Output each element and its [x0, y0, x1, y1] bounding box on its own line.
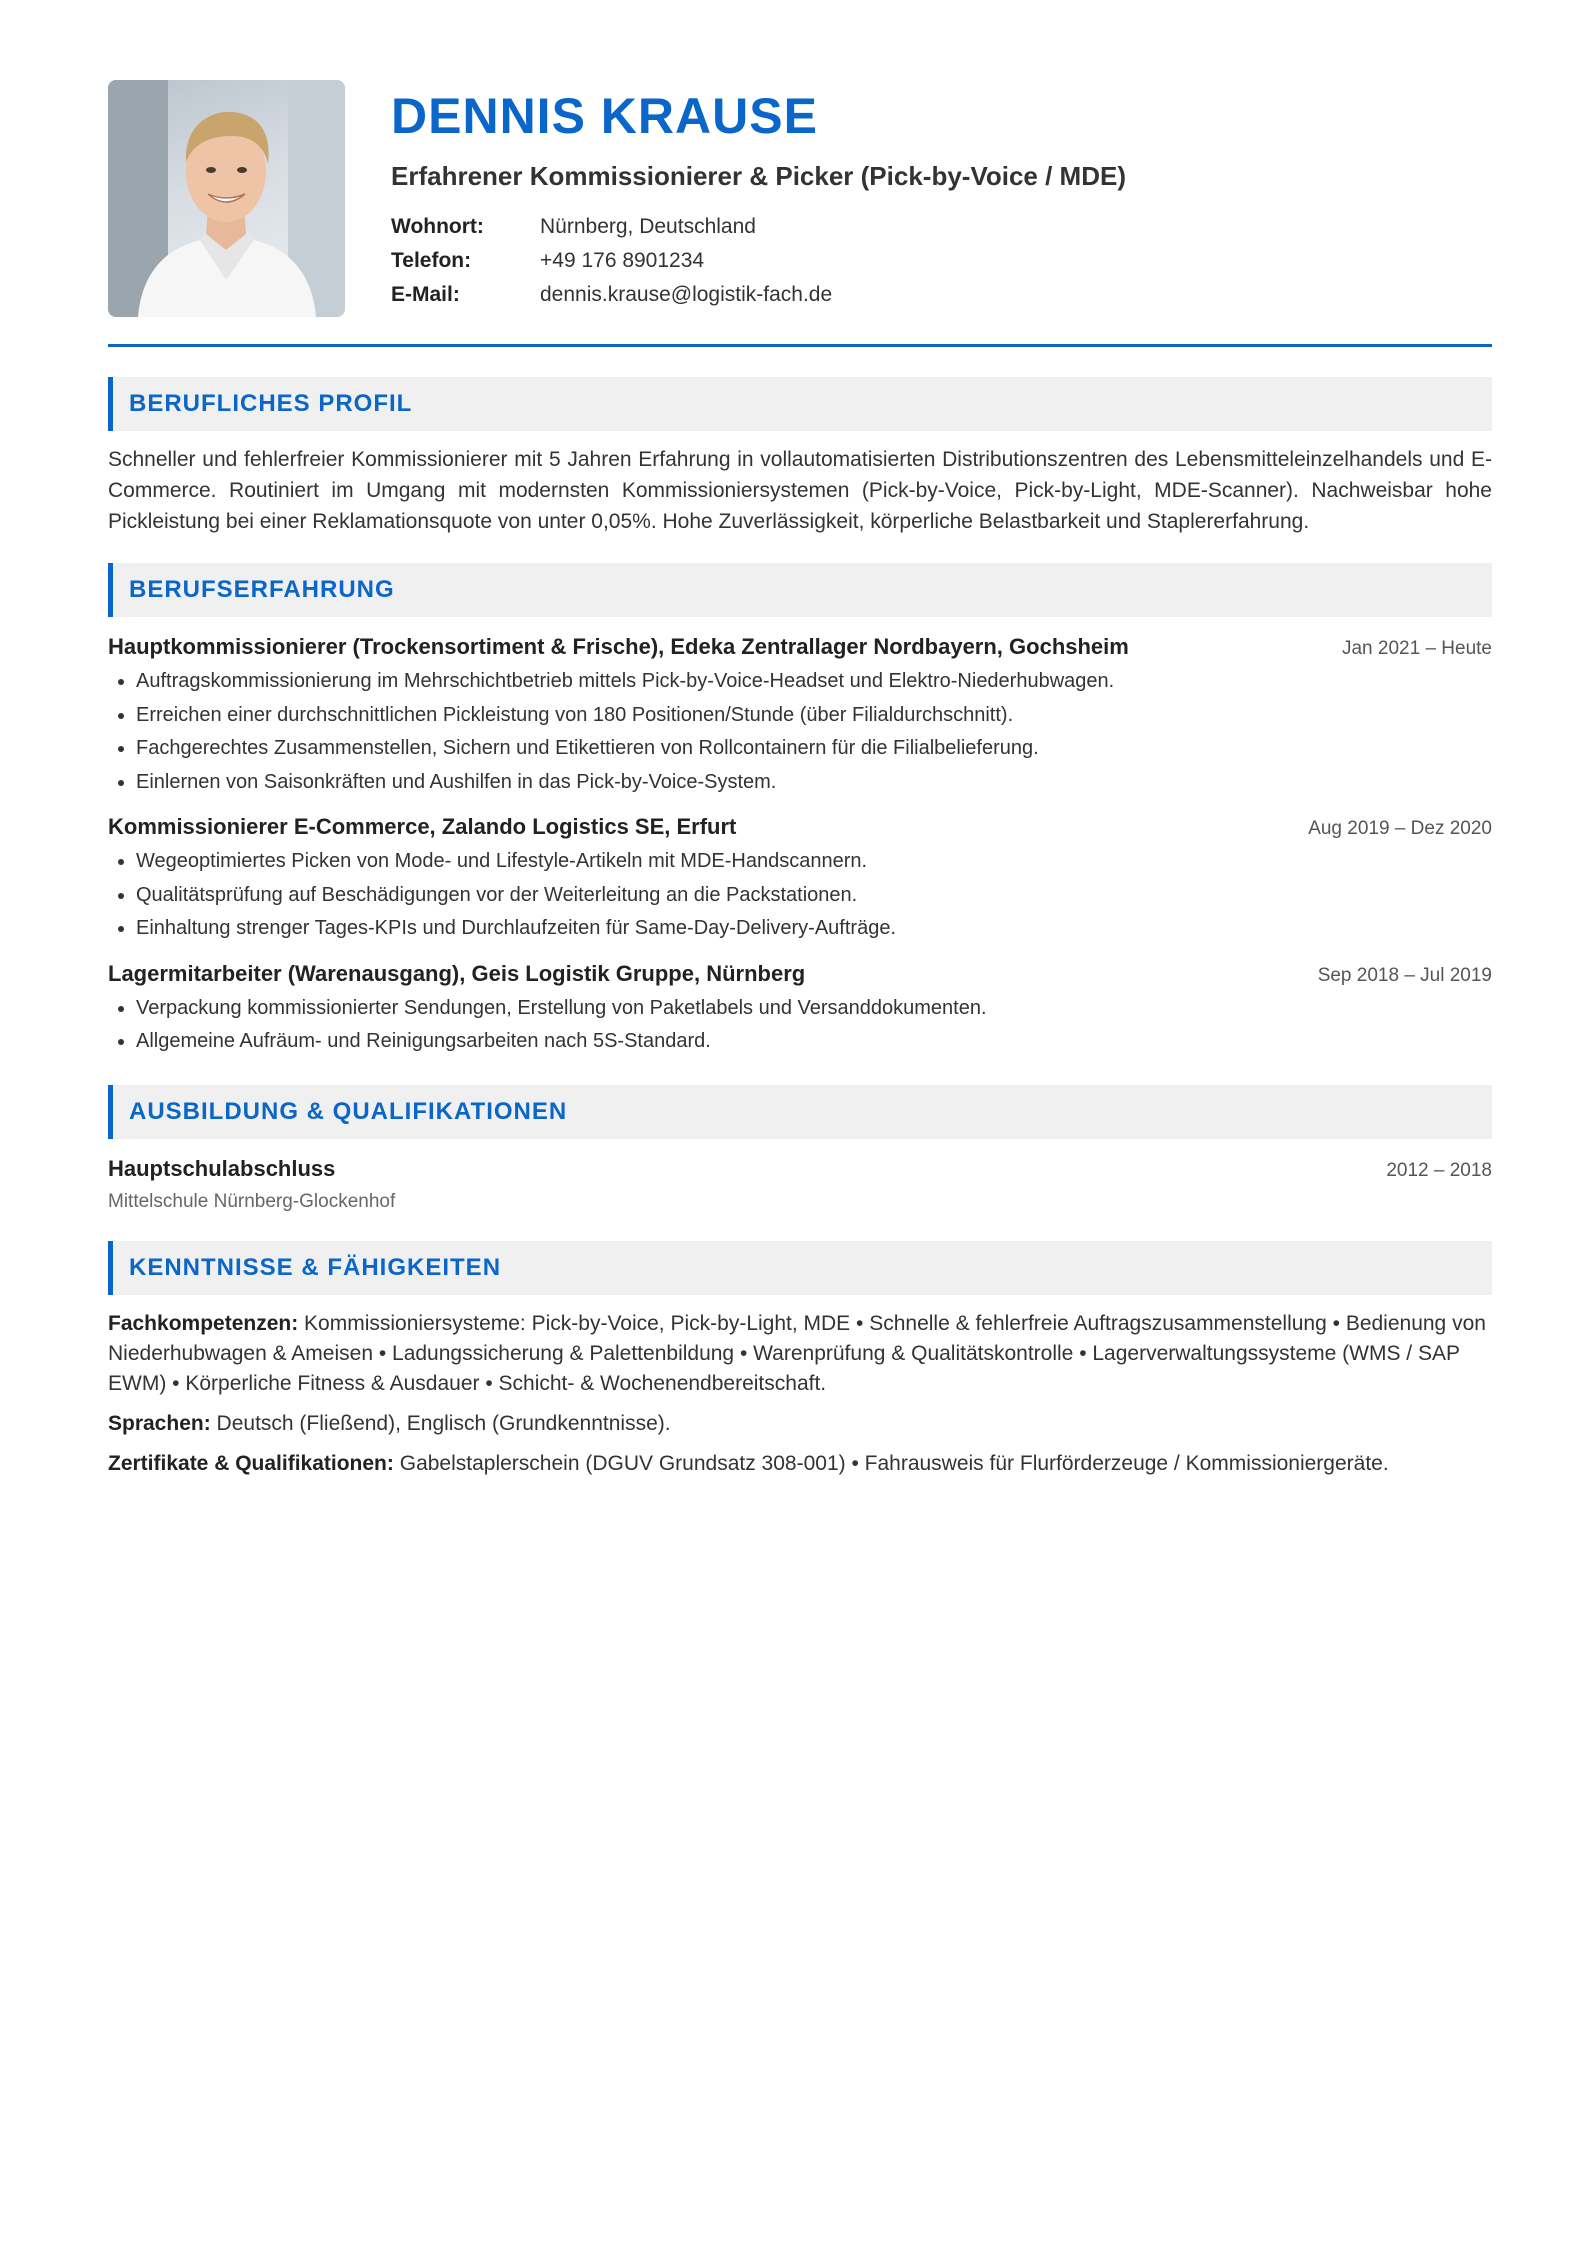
contact-row-location	[391, 210, 1491, 244]
job-entry	[108, 631, 1492, 799]
list-item: • Verpackung kommissionierter Sendungen, Erstellung von Paketlabels und Versanddokumenten.	[136, 992, 1492, 1026]
phone-value: +49 176 8901234	[540, 249, 705, 272]
candidate-headline: Erfahrener Kommissionierer & Picker (Pick-by-Voice / MDE)	[391, 161, 1126, 191]
portrait-illustration	[108, 80, 345, 317]
email-value: dennis.krause@logistik-fach.de	[540, 283, 833, 306]
job-header	[108, 811, 1492, 843]
contact-label: Telefon:	[391, 249, 472, 272]
job-header	[108, 958, 1492, 990]
education-header	[108, 1153, 1492, 1185]
job-entry	[108, 958, 1492, 1059]
portrait-photo	[108, 80, 345, 317]
job-date: Jan 2021 – Heute	[1341, 638, 1492, 659]
job-title: Kommissionierer E-Commerce, Zalando Logistics SE, Erfurt	[108, 814, 737, 839]
profile-text: Schneller und fehlerfreier Kommissionierer mit 5 Jahren Erfahrung in vollautomatisierten Distributionszentren des Lebensmitteleinzelhandels und E-Commerce. Routiniert im Umgang mit modernsten Kommissioniersystemen (Pick-by-Voice, Pick-by-Light, MDE-Scanner). Nachweisbar hohe Pickleistung bei einer Reklamationsquote von unter 0,05%. Hohe Zuverlässigkeit, körperliche Belastbarkeit und Staplererfahrung.	[108, 448, 1492, 533]
list-item: • Fachgerechtes Zusammenstellen, Sichern und Etikettieren von Rollcontainern für die Filialbelieferung.	[136, 732, 1492, 766]
section-heading: BERUFLICHES PROFIL	[108, 377, 1492, 431]
section-heading: BERUFSERFAHRUNG	[108, 563, 1492, 617]
skill-label: Sprachen:	[108, 1411, 211, 1435]
skill-line-languages	[108, 1409, 1492, 1439]
job-bullets	[108, 665, 1492, 799]
contact-label: E-Mail:	[391, 283, 460, 306]
contact-row-email	[391, 278, 1491, 312]
job-title: Hauptkommissionierer (Trockensortiment & Frische), Edeka Zentrallager Nordbayern, Gochsheim	[108, 634, 1129, 659]
list-item: • Erreichen einer durchschnittlichen Pickleistung von 180 Positionen/Stunde (über Filialdurchschnitt).	[136, 699, 1492, 733]
header-divider	[108, 344, 1492, 347]
contact-row-phone	[391, 244, 1491, 278]
skill-text: Gabelstaplerschein (DGUV Grundsatz 308-001) • Fahrausweis für Flurförderzeuge / Kommissioniergeräte.	[399, 1451, 1389, 1475]
skill-text: Deutsch (Fließend), Englisch (Grundkenntnisse).	[216, 1411, 671, 1435]
job-entry	[108, 811, 1492, 946]
location-value: Nürnberg, Deutschland	[540, 215, 756, 238]
header-info	[391, 86, 1491, 312]
skill-line-competencies	[108, 1309, 1492, 1399]
skill-label: Zertifikate & Qualifikationen:	[108, 1451, 394, 1475]
education-entry	[108, 1153, 1492, 1217]
contact-label: Wohnort:	[391, 215, 484, 238]
job-date: Sep 2018 – Jul 2019	[1317, 964, 1492, 986]
section-heading: KENNTNISSE & FÄHIGKEITEN	[108, 1241, 1492, 1295]
list-item: • Einhaltung strenger Tages-KPIs und Durchlaufzeiten für Same-Day-Delivery-Aufträge.	[136, 912, 1492, 946]
skill-line-certificates	[108, 1449, 1492, 1479]
profile-section	[108, 377, 1492, 537]
list-item: • Allgemeine Aufräum- und Reinigungsarbeiten nach 5S-Standard.	[136, 1025, 1492, 1059]
skill-text: Kommissioniersysteme: Pick-by-Voice, Pick-by-Light, MDE • Schnelle & fehlerfreie Auftragszusammenstellung • Bedienung von Niederhubwagen & Ameisen • Ladungssicherung & Palettenbildung • Warenprüfung & Qualitätskontrolle • Lagerverwaltungssysteme (WMS / SAP EWM) • Körperliche Fitness & Ausdauer • Schicht- & Wochenendbereitschaft.	[108, 1311, 1486, 1395]
list-item: • Auftragskommissionierung im Mehrschichtbetrieb mittels Pick-by-Voice-Headset und Elektro-Niederhubwagen.	[136, 665, 1492, 699]
resume-content	[108, 0, 1492, 1479]
experience-section	[108, 563, 1492, 1059]
education-date: 2012 – 2018	[1386, 1159, 1492, 1181]
job-title: Lagermitarbeiter (Warenausgang), Geis Logistik Gruppe, Nürnberg	[108, 960, 806, 986]
section-heading: AUSBILDUNG & QUALIFIKATIONEN	[108, 1085, 1492, 1139]
education-school: Mittelschule Nürnberg-Glockenhof	[108, 1190, 396, 1212]
education-section	[108, 1085, 1492, 1217]
job-bullets	[108, 845, 1492, 946]
job-bullets	[108, 992, 1492, 1059]
list-item: • Wegeoptimiertes Picken von Mode- und Lifestyle-Artikeln mit MDE-Handscannern.	[136, 845, 1492, 879]
skill-label: Fachkompetenzen:	[108, 1311, 299, 1335]
candidate-name: DENNIS KRAUSE	[391, 88, 818, 144]
list-item: • Einlernen von Saisonkräften und Aushilfen in das Pick-by-Voice-System.	[136, 766, 1492, 800]
skills-section	[108, 1241, 1492, 1479]
resume-header	[108, 0, 1492, 344]
job-date: Aug 2019 – Dez 2020	[1308, 818, 1492, 839]
job-header	[108, 631, 1492, 663]
list-item: • Qualitätsprüfung auf Beschädigungen vor der Weiterleitung an die Packstationen.	[136, 879, 1492, 913]
education-degree: Hauptschulabschluss	[108, 1155, 336, 1181]
contact-block	[391, 210, 1491, 312]
